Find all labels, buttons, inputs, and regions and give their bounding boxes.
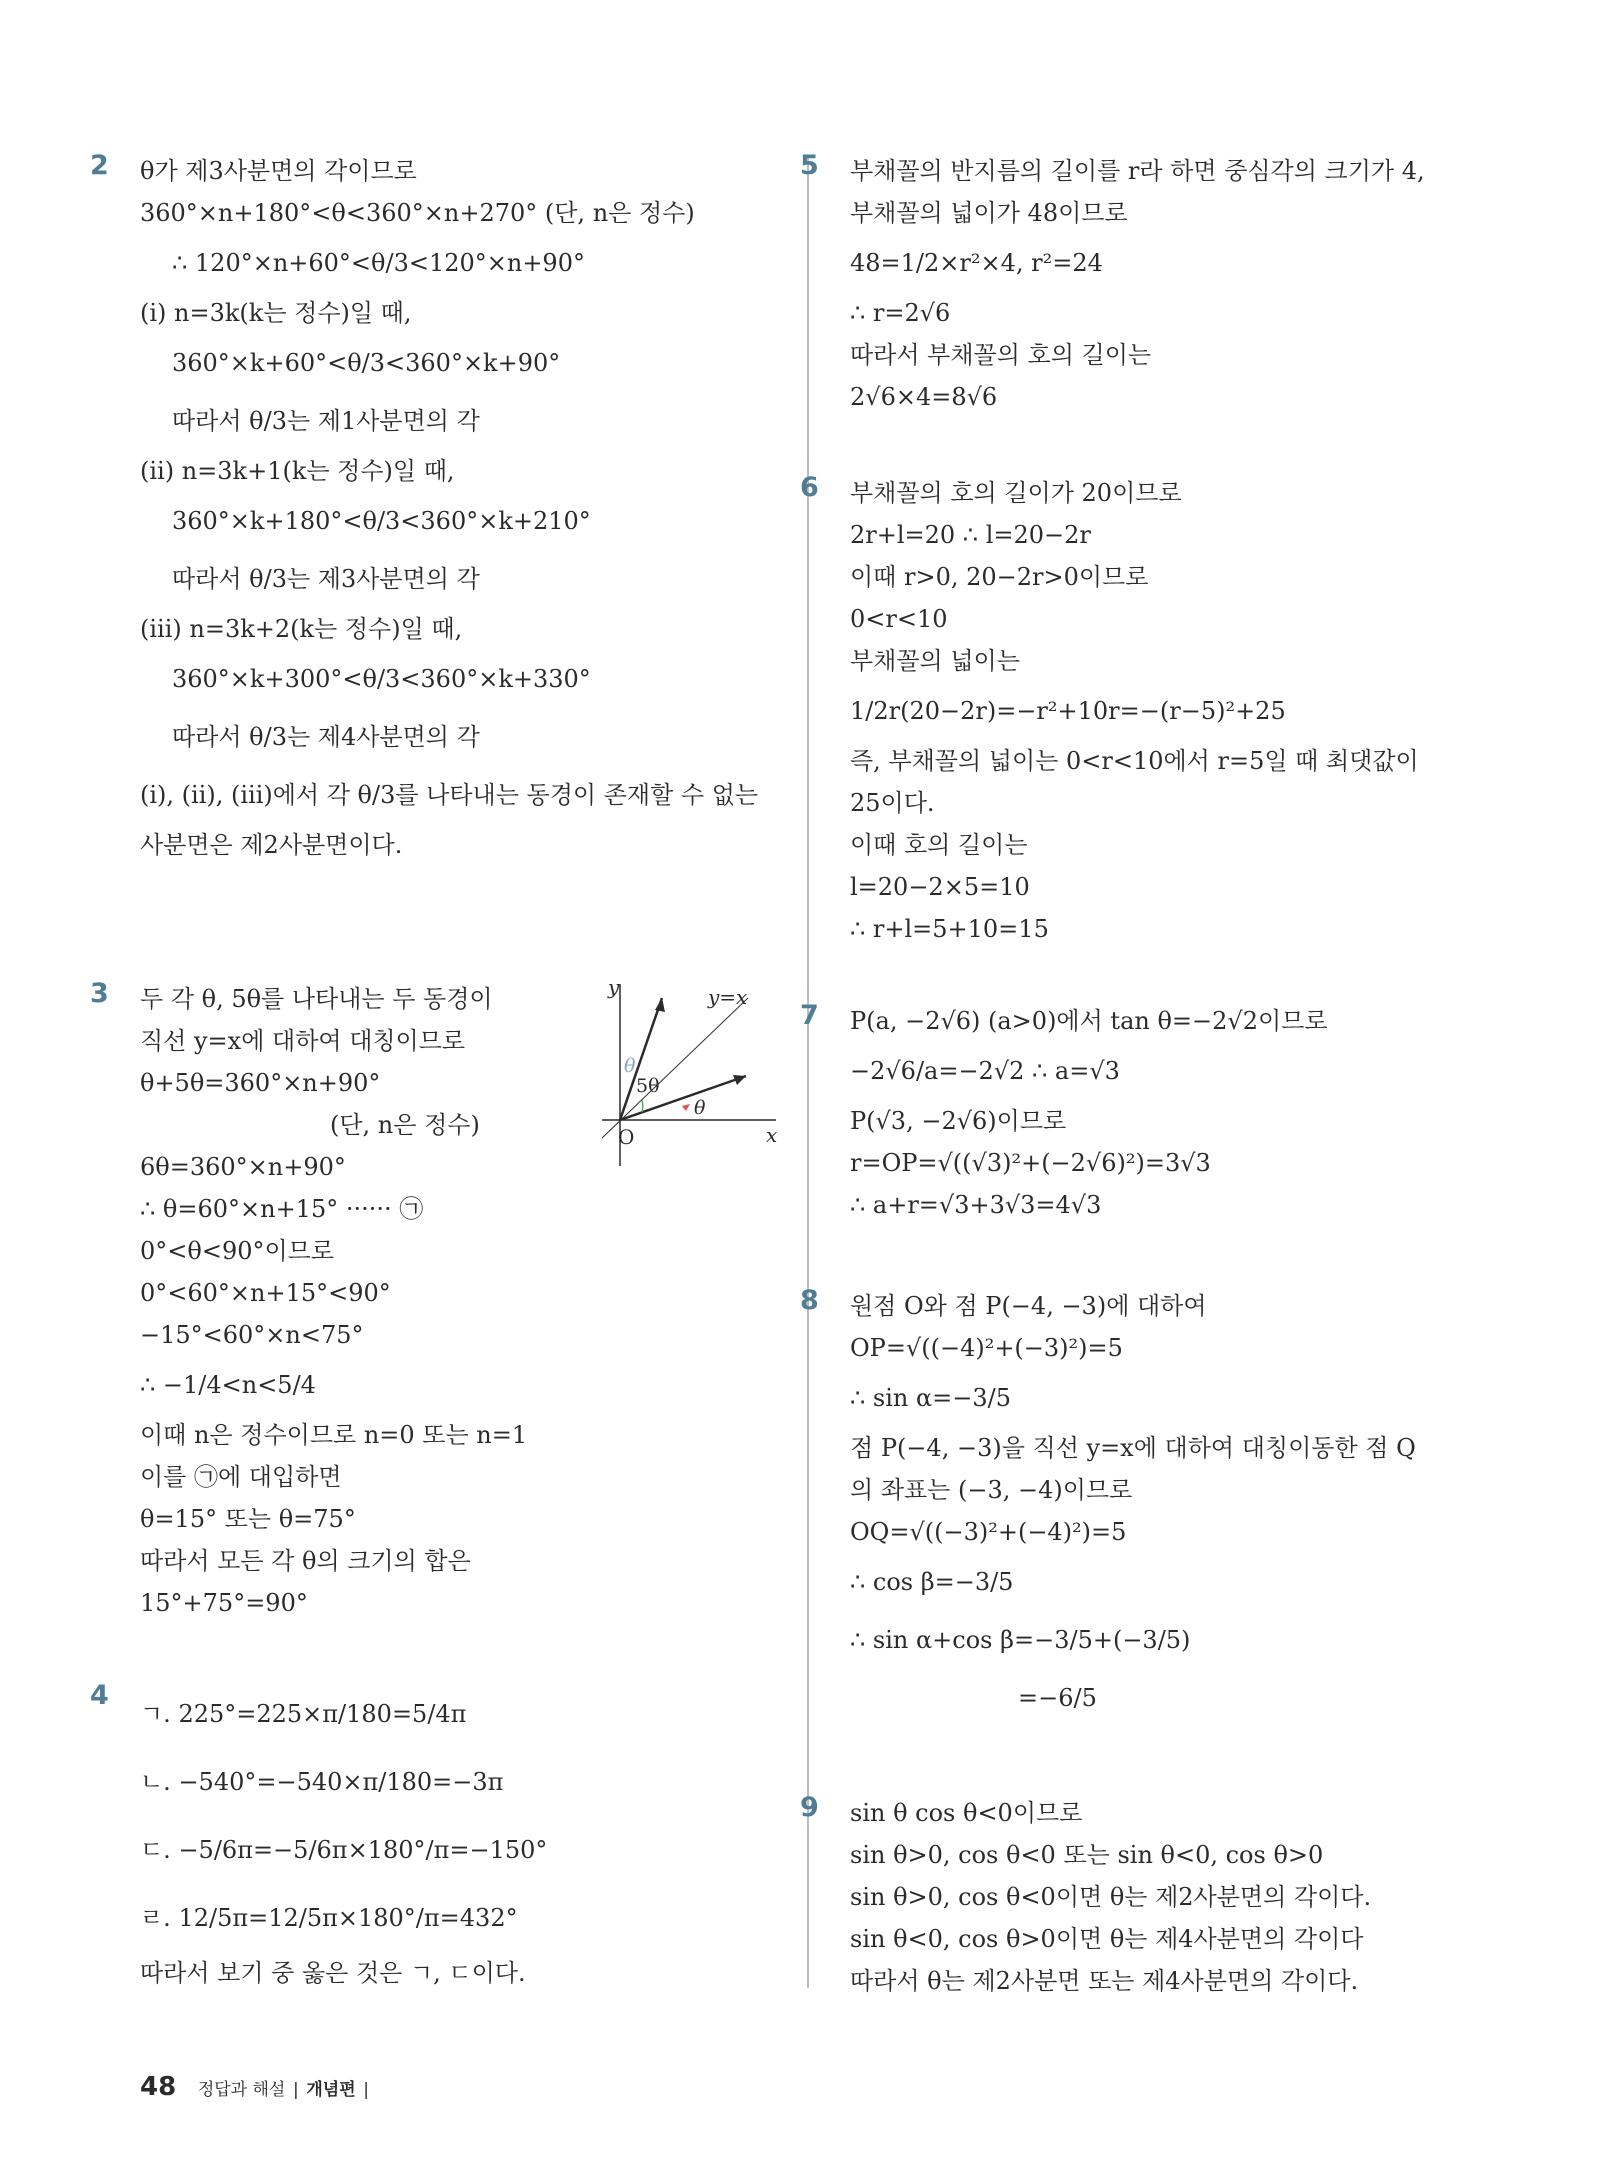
solution-line: 360°×k+180°<θ/3<360°×k+210° [172,507,591,535]
problem-7 [800,1000,1328,1226]
solution-line: θ가 제3사분면의 각이므로 [140,157,417,185]
solution-line: sin θ<0, cos θ>0이면 θ는 제4사분면의 각이다 [850,1925,1364,1953]
solution-line: OQ=√((−3)²+(−4)²)=5 [850,1518,1127,1546]
solution-line: l=20−2×5=10 [850,873,1030,901]
problem-9 [800,1792,1372,2002]
solution-line: 따라서 모든 각 θ의 크기의 합은 [140,1547,471,1575]
footer-separator: | [363,2080,370,2100]
angle-top-label: θ [624,1055,636,1077]
problem-8 [800,1285,1416,1727]
angle-arc [642,1100,643,1112]
solution-line: ㄷ. −5/6π=−5/6π×180°/π=−150° [140,1836,548,1864]
problem-number: 8 [800,1285,819,1316]
solution-line: −15°<60°×n<75° [140,1321,364,1349]
problem-3 [90,978,780,1624]
problem-number: 5 [800,150,819,181]
solution-line: ∴ sin α+cos β=−3/5+(−3/5) [850,1626,1191,1654]
solution-line: ∴ a+r=√3+3√3=4√3 [850,1191,1102,1219]
solution-line: 직선 y=x에 대하여 대칭이므로 [140,1027,466,1055]
solution-line: ㄴ. −540°=−540×π/180=−3π [140,1768,504,1796]
solution-line: ㄹ. 12/5π=12/5π×180°/π=432° [140,1904,518,1932]
solution-line: 25이다. [850,789,935,817]
solution-line: 2r+l=20 ∴ l=20−2r [850,521,1091,549]
solution-line: 360°×n+180°<θ<360°×n+270° (단, n은 정수) [140,199,695,227]
footer-label: 정답과 해설 [197,2080,286,2100]
problem-4 [90,1680,548,1994]
angle-diagram [580,978,790,1168]
solution-line: 이때 r>0, 20−2r>0이므로 [850,563,1149,591]
solution-line: 360°×k+300°<θ/3<360°×k+330° [172,665,591,693]
solution-line: 0°<θ<90°이므로 [140,1237,335,1265]
solution-line: ㄱ. 225°=225×π/180=5/4π [140,1700,467,1728]
footer-separator: | [292,2080,299,2100]
page-footer [140,2072,369,2102]
solution-line: OP=√((−4)²+(−3)²)=5 [850,1334,1123,1362]
solution-line: 6θ=360°×n+90° [140,1153,346,1181]
solution-line: 2√6×4=8√6 [850,383,998,411]
solution-line: 즉, 부채꼴의 넓이는 0<r<10에서 r=5일 때 최댓값이 [850,747,1419,775]
solution-line: 따라서 θ/3는 제3사분면의 각 [172,565,480,593]
solution-line: ∴ r=2√6 [850,299,951,327]
solution-line: ∴ cos β=−3/5 [850,1568,1014,1596]
problem-number: 4 [90,1680,109,1711]
solution-line: P(√3, −2√6)이므로 [850,1107,1067,1135]
solution-line: 점 P(−4, −3)을 직선 y=x에 대하여 대칭이동한 점 Q [850,1434,1416,1462]
solution-line: r=OP=√((√3)²+(−2√6)²)=3√3 [850,1149,1211,1177]
origin-label: O [618,1125,635,1149]
problem-2 [90,150,759,866]
angle-5theta-label: 5θ [636,1075,660,1097]
solution-line: 0°<60°×n+15°<90° [140,1279,391,1307]
solution-line: =−6/5 [1018,1684,1097,1712]
solution-line: 따라서 부채꼴의 호의 길이는 [850,341,1152,369]
solution-line: θ=15° 또는 θ=75° [140,1505,356,1533]
solution-line: P(a, −2√6) (a>0)에서 tan θ=−2√2이므로 [850,1007,1328,1035]
solution-line: ∴ −1/4<n<5/4 [140,1371,316,1399]
solution-line: 두 각 θ, 5θ를 나타내는 두 동경이 [140,985,493,1013]
solution-line: 따라서 θ는 제2사분면 또는 제4사분면의 각이다. [850,1967,1359,1995]
problem-number: 9 [800,1792,819,1823]
solution-line: sin θ>0, cos θ<0이면 θ는 제2사분면의 각이다. [850,1883,1372,1911]
problem-number: 6 [800,472,819,503]
line-label: y=x [708,985,748,1009]
solution-line: ∴ r+l=5+10=15 [850,915,1049,943]
solution-line: (ⅱ) n=3k+1(k는 정수)일 때, [140,457,455,485]
solution-line: 48=1/2×r²×4, r²=24 [850,249,1103,277]
solution-line: 이때 n은 정수이므로 n=0 또는 n=1 [140,1421,528,1449]
y-axis-label: y [608,978,620,999]
solution-line: 원점 O와 점 P(−4, −3)에 대하여 [850,1292,1207,1320]
solution-line: ∴ sin α=−3/5 [850,1384,1012,1412]
solution-line: 부채꼴의 반지름의 길이를 r라 하면 중심각의 크기가 4, [850,157,1425,185]
solution-line: sin θ cos θ<0이므로 [850,1799,1083,1827]
problem-number: 7 [800,1000,819,1031]
solution-line: 15°+75°=90° [140,1589,308,1617]
solution-line: 따라서 보기 중 옳은 것은 ㄱ, ㄷ이다. [140,1959,526,1987]
solution-line: ∴ 120°×n+60°<θ/3<120°×n+90° [172,249,585,277]
solution-line: 사분면은 제2사분면이다. [140,831,403,859]
solution-line: 부채꼴의 넓이가 48이므로 [850,199,1128,227]
solution-line: −2√6/a=−2√2 ∴ a=√3 [850,1057,1120,1085]
angle-mark [682,1104,690,1111]
solution-line: 이때 호의 길이는 [850,831,1028,859]
page-number: 48 [140,2072,177,2102]
solution-line: 1/2r(20−2r)=−r²+10r=−(r−5)²+25 [850,697,1286,725]
solution-line: 부채꼴의 호의 길이가 20이므로 [850,479,1182,507]
solution-line: 따라서 θ/3는 제1사분면의 각 [172,407,480,435]
solution-line: 의 좌표는 (−3, −4)이므로 [850,1476,1133,1504]
solution-line: (단, n은 정수) [330,1111,480,1139]
solution-line: 360°×k+60°<θ/3<360°×k+90° [172,349,561,377]
problem-number: 2 [90,150,109,181]
problem-6 [800,472,1419,950]
solution-line: (ⅰ) n=3k(k는 정수)일 때, [140,299,412,327]
footer-section: 개념편 [306,2080,356,2100]
solution-line: 0<r<10 [850,605,948,633]
x-axis-label: x [766,1123,778,1147]
problem-5 [800,150,1425,418]
solution-line: θ+5θ=360°×n+90° [140,1069,381,1097]
solution-line: (ⅲ) n=3k+2(k는 정수)일 때, [140,615,463,643]
column-divider [807,158,809,1988]
solution-line: sin θ>0, cos θ<0 또는 sin θ<0, cos θ>0 [850,1841,1324,1869]
problem-number: 3 [90,978,109,1009]
solution-line: (ⅰ), (ⅱ), (ⅲ)에서 각 θ/3를 나타내는 동경이 존재할 수 없는 [140,781,759,809]
solution-line: ∴ θ=60°×n+15° ······ ㉠ [140,1195,424,1223]
angle-theta-label: θ [694,1097,706,1119]
solution-line: 이를 ㉠에 대입하면 [140,1463,342,1491]
solution-line: 부채꼴의 넓이는 [850,647,1020,675]
solution-line: 따라서 θ/3는 제4사분면의 각 [172,723,480,751]
